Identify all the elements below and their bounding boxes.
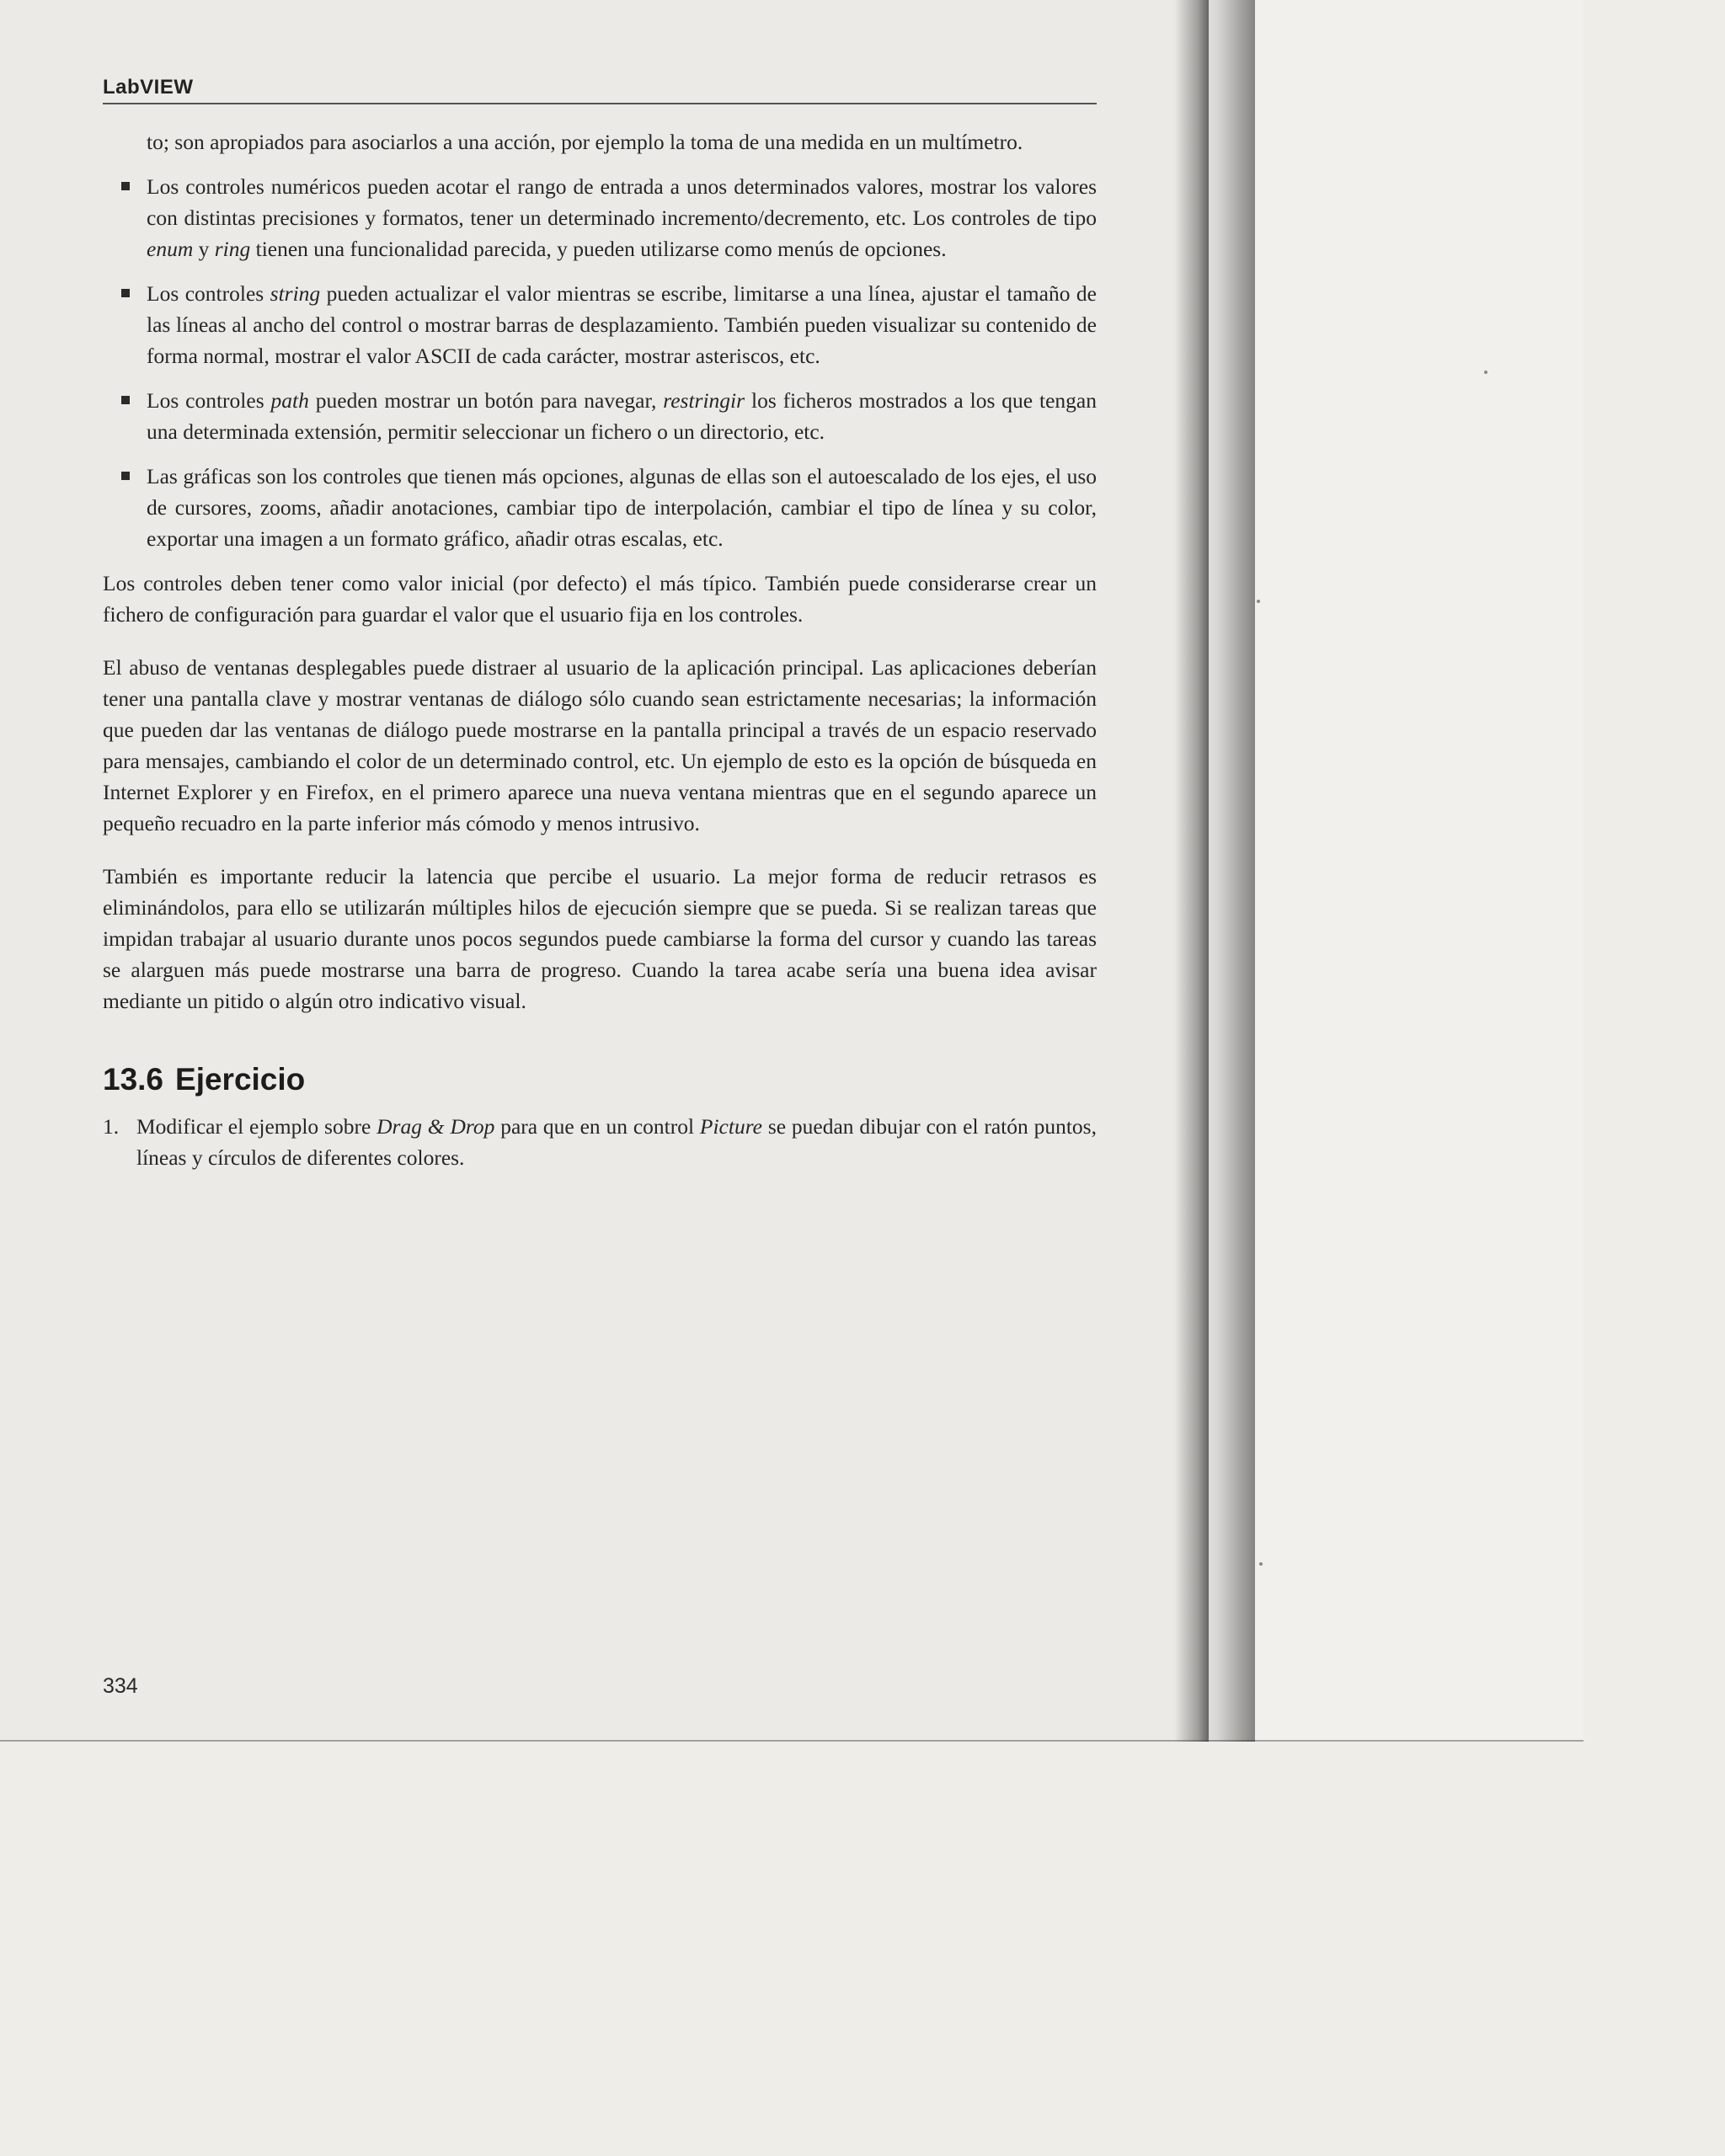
continued-text: to; son apropiados para asociarlos a una acción, por ejemplo la toma de una medida en un multímetro. <box>147 130 1023 154</box>
section-heading <box>103 1062 1097 1097</box>
body-paragraphs <box>103 568 1097 1017</box>
section-title: Ejercicio <box>175 1062 306 1097</box>
square-bullet-icon <box>121 472 130 480</box>
body-paragraph: El abuso de ventanas desplegables puede distraer al usuario de la aplicación principal. Las aplicaciones deberían tener una pantalla clave y mostrar ventanas de diálogo sólo cuando sean estrictamente necesarias; la información que pueden dar las ventanas de diálogo puede mostrarse en la pantalla principal a través de un espacio reservado para mensajes, cambiando el color de un determinado control, etc. Un ejemplo de esto es la opción de búsqueda en Internet Explorer y en Firefox, en el primero aparece una nueva ventana mientras que en el segundo aparece un pequeño recuadro en la parte inferior más cómodo y menos intrusivo. <box>103 655 1097 835</box>
page-number: 334 <box>103 1674 138 1698</box>
text-run: se puedan dibujar con el ratón puntos, líneas y círculos de diferentes colores. <box>136 1114 1097 1170</box>
text-run: Las gráficas son los controles que tienen más opciones, algunas de ellas son el autoescalado de los ejes, el uso de cursores, zooms, añadir anotaciones, cambiar tipo de interpolación, cambiar el tipo de línea y su color, exportar una imagen a un formato gráfico, añadir otras escalas, etc. <box>147 464 1097 551</box>
scan-speck <box>1484 371 1487 374</box>
bullet-item <box>103 385 1097 447</box>
text-run: Los controles <box>147 281 270 306</box>
page-content <box>103 76 1097 1173</box>
exercise-number: 1. <box>103 1114 120 1139</box>
italic-term: path <box>270 388 309 413</box>
italic-term: enum <box>147 237 194 261</box>
text-run: Modificar el ejemplo sobre <box>136 1114 377 1139</box>
book-gutter <box>1175 0 1209 1742</box>
section-number: 13.6 <box>103 1062 164 1097</box>
bullet-item <box>103 461 1097 554</box>
text-run: pueden actualizar el valor mientras se escribe, limitarse a una línea, ajustar el tamaño de las líneas al ancho del control o mostrar barras de desplazamiento. También pueden visualizar su contenido de forma normal, mostrar el valor ASCII de cada carácter, mostrar asteriscos, etc. <box>147 281 1097 368</box>
page-bottom-edge <box>0 1740 1583 1742</box>
text-run: tienen una funcionalidad parecida, y pueden utilizarse como menús de opciones. <box>250 237 947 261</box>
square-bullet-icon <box>121 396 130 404</box>
body-paragraph: También es importante reducir la latencia que percibe el usuario. La mejor forma de reducir retrasos es eliminándolos, para ello se utilizarán múltiples hilos de ejecución siempre que se pueda. Si se realizan tareas que impidan trabajar al usuario durante unos pocos segundos puede cambiarse la forma del cursor y cuando las tareas se alarguen más puede mostrarse una barra de progreso. Cuando la tarea acabe sería una buena idea avisar mediante un pitido o algún otro indicativo visual. <box>103 864 1097 1013</box>
bullet-item <box>103 278 1097 371</box>
scan-speck <box>1257 600 1260 603</box>
bullet-item <box>103 171 1097 264</box>
running-head: LabVIEW <box>103 76 1097 104</box>
exercise-item <box>103 1111 1097 1173</box>
text-run: Los controles <box>147 388 271 413</box>
body-paragraph: Los controles deben tener como valor inicial (por defecto) el más típico. También puede considerarse crear un fichero de configuración para guardar el valor que el usuario fija en los controles. <box>103 571 1097 627</box>
exercise-list <box>103 1111 1097 1173</box>
text-run: Los controles numéricos pueden acotar el rango de entrada a unos determinados valores, mostrar los valores con distintas precisiones y formatos, tener un determinado incremento/decremento, etc. Los controles de tipo <box>147 174 1097 230</box>
facing-page <box>1204 0 1583 1742</box>
text-run: pueden mostrar un botón para navegar, <box>308 388 664 413</box>
italic-term: Picture <box>699 1114 762 1139</box>
text-run: y <box>193 237 215 261</box>
italic-term: restringir <box>663 388 745 413</box>
scan-speck <box>1259 1562 1263 1566</box>
italic-term: Drag & Drop <box>377 1114 495 1139</box>
bullet-list <box>103 171 1097 554</box>
square-bullet-icon <box>121 182 130 190</box>
text-run: para que en un control <box>494 1114 700 1139</box>
italic-term: ring <box>214 237 251 261</box>
square-bullet-icon <box>121 289 130 297</box>
text-run: los ficheros mostrados a los que tengan una determinada extensión, permitir seleccionar un fichero o un directorio, etc. <box>147 388 1097 444</box>
italic-term: string <box>270 281 321 306</box>
